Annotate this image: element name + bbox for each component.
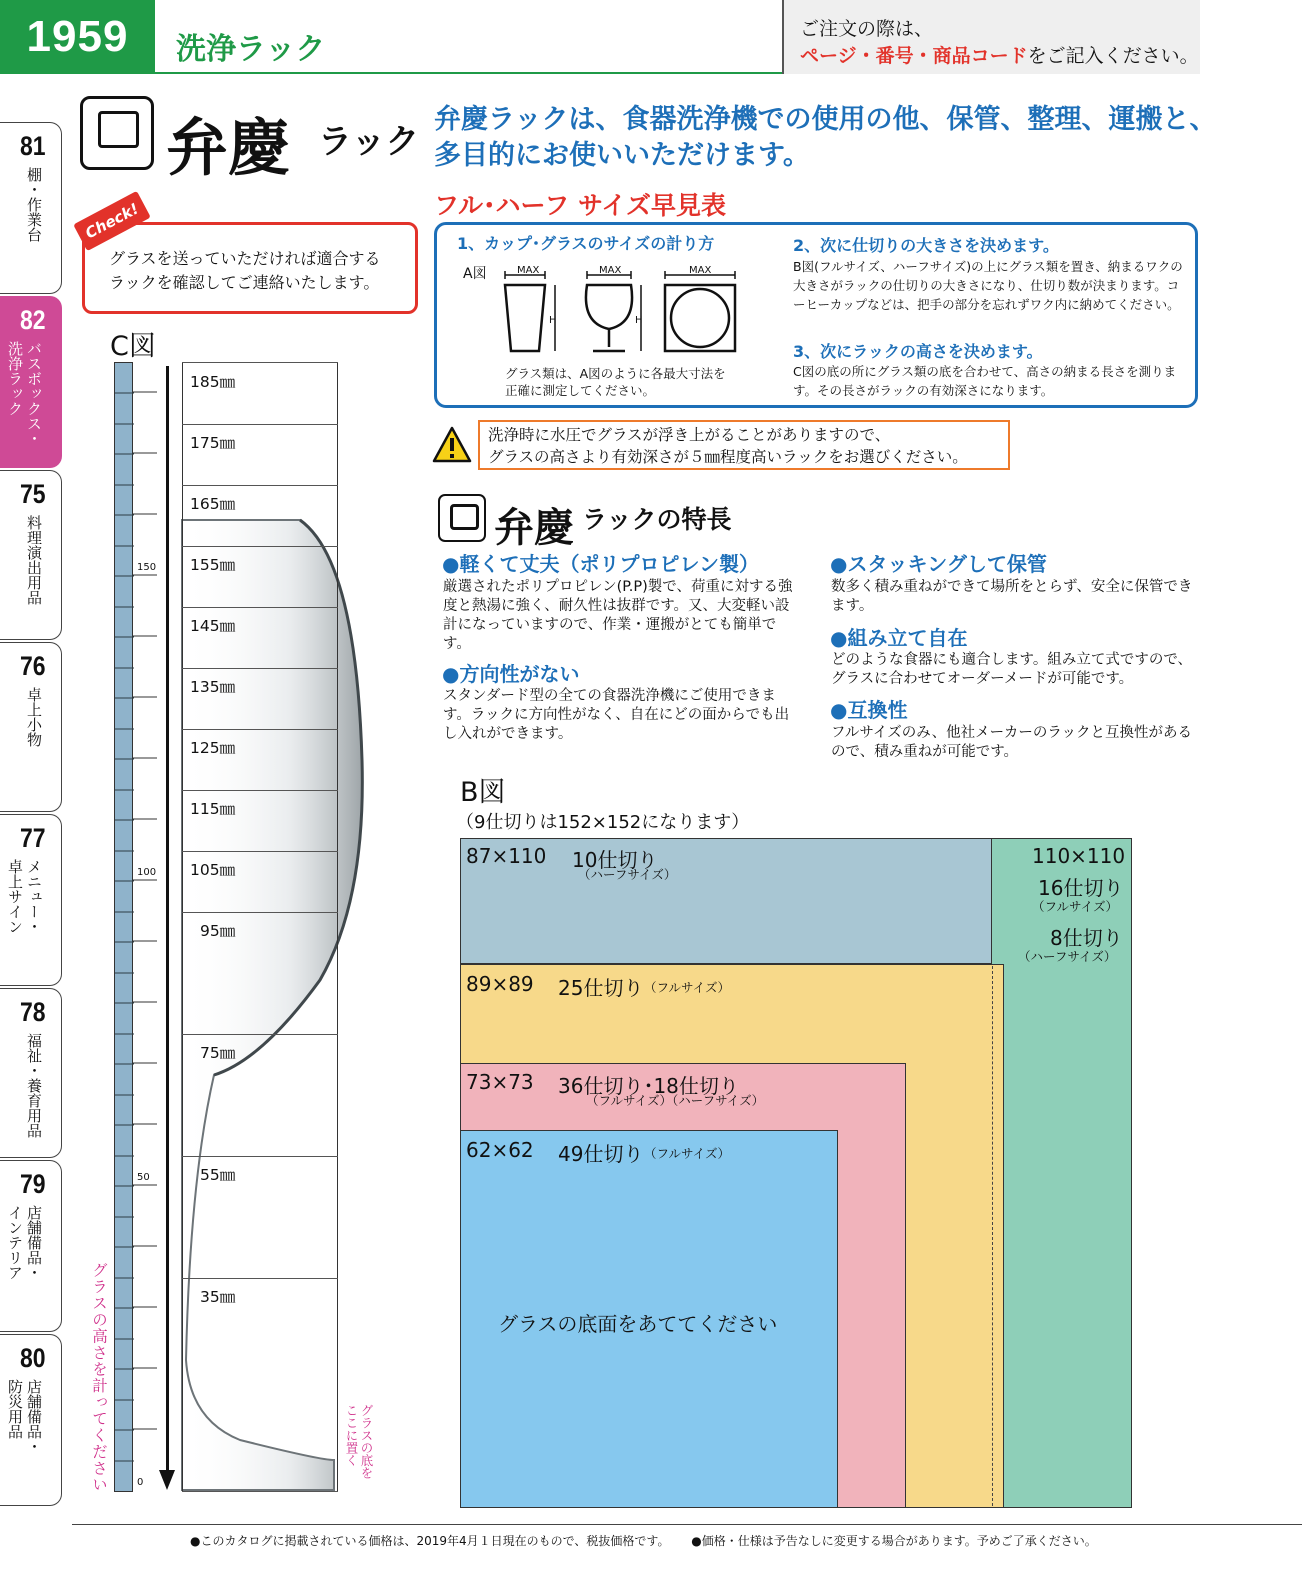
check-line1: グラスを送っていただければ適合する	[109, 249, 381, 268]
height-label: 105㎜	[190, 861, 236, 879]
height-label: 155㎜	[190, 556, 236, 574]
footer-divider	[72, 1524, 1302, 1525]
benkei-logo-small-icon	[438, 494, 486, 542]
zone-87-count: 10仕切り	[572, 848, 658, 872]
zone-87-size: 87×110	[466, 844, 547, 868]
step2-title: 2、次に仕切りの大きさを決めます。	[793, 236, 1059, 255]
zone-110-size: 110×110	[1032, 844, 1126, 868]
zone-89-type: （フルサイズ）	[644, 980, 731, 995]
ruler-mark-100: 100	[137, 867, 157, 878]
feature-heading-2: ●方向性がない	[442, 662, 580, 686]
max-label-2: MAX	[599, 265, 622, 276]
fig-c-vertical-note: グラスの高さを計ってください	[90, 1262, 108, 1493]
intro-text	[434, 102, 1216, 174]
order-note-line2	[800, 43, 1200, 70]
side-tab-number: 76	[20, 651, 46, 681]
max-label-1: MAX	[517, 265, 540, 276]
step3-title: 3、次にラックの高さを決めます。	[793, 342, 1043, 361]
height-label: 165㎜	[190, 495, 236, 513]
fig-c-ruler	[114, 362, 133, 1492]
fig-a-label: A図	[463, 266, 487, 282]
side-tab-number: 81	[20, 131, 46, 161]
feature-body-5: フルサイズのみ、他社メーカーのラックと互換性があるので、積み重ねが可能です。	[831, 725, 1193, 760]
height-row-line	[182, 1156, 338, 1157]
footer-notes	[190, 1532, 1097, 1549]
ruler-mark-150: 150	[137, 562, 157, 573]
height-row-line	[182, 1491, 338, 1492]
zone-dashed-divider	[992, 966, 993, 1506]
ruler-mark-0: 0	[137, 1477, 144, 1488]
height-row-line	[182, 485, 338, 486]
warning-line1: 洗浄時に水圧でグラスが浮き上がることがありますので、	[488, 426, 891, 444]
zone-110-count: 16仕切り	[1038, 876, 1124, 900]
zone-110-count2: 8仕切り	[1050, 926, 1123, 950]
h-label-1: H	[549, 315, 557, 326]
side-tab-number: 78	[20, 997, 46, 1027]
side-tab-number: 75	[20, 479, 46, 509]
feature-heading-4: ●組み立て自在	[830, 626, 968, 650]
zone-62-count: 49仕切り	[558, 1142, 644, 1166]
h-label-2: H	[635, 315, 643, 326]
order-note-line1: ご注文の際は、	[800, 18, 934, 40]
intro-line1: 弁慶ラックは、食器洗浄機での使用の他、保管、整理、運搬と、	[434, 104, 1217, 135]
height-row-line	[182, 851, 338, 852]
height-row-line	[182, 790, 338, 791]
order-note	[782, 0, 1200, 74]
side-tab-label: 料理演出用品	[25, 515, 43, 605]
fig-c-place-note	[344, 1404, 374, 1479]
check-line2: ラックを確認してご連絡いたします。	[109, 273, 380, 292]
height-row-line	[182, 729, 338, 730]
features-title: ラックの特長	[582, 505, 732, 534]
zone-89-count: 25仕切り	[558, 976, 644, 1000]
logo-rack: ラック	[318, 122, 420, 162]
step2-body: B図(フルサイズ、ハーフサイズ)の上にグラス類を置き、納まるワクの大きさがラックの仕切りの大きさになり、仕切り数が決まります。コーヒーカップなどは、把手の部分を忘れずワク内に納めてください。	[793, 259, 1183, 312]
height-row-line	[182, 912, 338, 913]
page-number: 1959	[0, 0, 155, 74]
size-table-title: フル･ハーフ サイズ早見表	[434, 191, 726, 220]
height-row-line	[182, 1278, 338, 1279]
height-row-line	[182, 1034, 338, 1035]
order-note-tail: をご記入ください。	[1027, 45, 1199, 67]
side-tab-label-2: 卓上サイン	[6, 859, 24, 934]
ruler-ticks	[115, 363, 134, 1493]
height-label: 145㎜	[190, 617, 236, 635]
height-label: 185㎜	[190, 373, 236, 391]
height-label: 175㎜	[190, 434, 236, 452]
warning-line2: グラスの高さより有効深さが５㎜程度高いラックをお選びください。	[488, 448, 968, 466]
fig-b-label: B図	[460, 777, 506, 808]
side-tab-label: 店舗備品・	[25, 1379, 43, 1454]
zone-73-type: （フルサイズ）（ハーフサイズ）	[586, 1093, 765, 1108]
logo-kanji-small: 弁慶	[494, 504, 574, 551]
height-label: 115㎜	[190, 800, 236, 818]
fig-c-label: C図	[110, 331, 156, 362]
zone-62-size: 62×62	[466, 1138, 534, 1162]
fig-a-note	[505, 365, 726, 399]
fig-b-subtitle: （9仕切りは152×152になります）	[456, 812, 750, 833]
side-tab-label-2: 洗浄ラック	[6, 341, 24, 416]
footer-note-1: ●このカタログに掲載されている価格は、2019年4月１日現在のもので、税抜価格です。	[190, 1534, 670, 1548]
footer-note-2: ●価格・仕様は予告なしに変更する場合があります。予めご了承ください。	[691, 1534, 1097, 1548]
side-tab-label-2: 防災用品	[6, 1379, 24, 1439]
feature-body-1: 厳選されたポリプロピレン(P.P)製で、荷重に対する強度と熱湯に強く、耐久性は抜群です。又、大変軽い設計になっていますので、作業・運搬がとても簡単です。	[443, 579, 793, 652]
side-tab-number: 80	[20, 1343, 46, 1373]
height-label: 135㎜	[190, 678, 236, 696]
height-label: 55㎜	[200, 1166, 236, 1184]
feature-body-4: どのような食器にも適合します。組み立て式ですので、グラスに合わせてオーダーメードが可能です。	[831, 652, 1193, 687]
height-row-line	[182, 546, 338, 547]
zone-73-count: 36仕切り･18仕切り	[558, 1074, 739, 1098]
warning-icon	[432, 426, 472, 464]
side-tab-label: 棚・作業台	[25, 167, 43, 242]
page-title: 洗浄ラック	[176, 32, 326, 67]
feature-body-2: スタンダード型の全ての食器洗浄機にご使用できます。ラックに方向性がなく、自在にどの面からでも出し入れができます。	[443, 688, 790, 742]
ruler-mark-50: 50	[137, 1172, 150, 1183]
side-tab-label: バスボックス・	[25, 341, 43, 446]
height-label: 35㎜	[200, 1288, 236, 1306]
zone-87-type: （ハーフサイズ）	[578, 867, 677, 882]
height-row-line	[182, 607, 338, 608]
feature-heading-5: ●互換性	[830, 698, 908, 722]
check-tag: Check!	[73, 191, 151, 251]
fig-a-diagram	[493, 261, 749, 359]
max-label-3: MAX	[689, 265, 712, 276]
height-label: 95㎜	[200, 922, 236, 940]
fig-a-note-line2: 正確に測定してください。	[505, 383, 656, 398]
height-label: 125㎜	[190, 739, 236, 757]
arrow-down-icon	[159, 1470, 175, 1490]
zone-110-type2: （ハーフサイズ）	[1018, 949, 1117, 964]
place-note-line2: ここに置く	[344, 1404, 359, 1467]
intro-line2: 多目的にお使いいただけます。	[434, 140, 810, 171]
warning-box	[478, 420, 1010, 470]
height-row-line	[182, 668, 338, 669]
side-tab-label: 店舗備品・	[25, 1205, 43, 1280]
side-tab-label: メニュー・	[25, 859, 43, 934]
size-info-box	[434, 222, 1198, 408]
side-tab-number: 82	[20, 305, 46, 335]
fig-a-note-line1: グラス類は、A図のように各最大寸法を	[505, 366, 726, 381]
zone-62-type: （フルサイズ）	[644, 1146, 731, 1161]
zone-110-type: （フルサイズ）	[1032, 899, 1119, 914]
side-tab-label: 福祉・養育用品	[25, 1033, 43, 1138]
step3-body: C図の底の所にグラス類の底を合わせて、高さの納まる長さを測ります。その長さがラックの有効深さになります。	[793, 364, 1177, 398]
feature-heading-1: ●軽くて丈夫（ポリプロピレン製）	[442, 552, 759, 576]
order-note-red: ページ・番号・商品コード	[800, 45, 1028, 67]
feature-heading-3: ●スタッキングして保管	[830, 552, 1047, 576]
height-row-line	[182, 362, 338, 363]
side-tab-label: 卓上小物	[25, 687, 43, 747]
feature-body-3: 数多く積み重ねができて場所をとらず、安全に保管できます。	[831, 579, 1193, 614]
step1-title: 1、カップ･グラスのサイズの計り方	[457, 234, 715, 253]
height-arrow-line	[166, 366, 169, 1478]
height-row-line	[182, 424, 338, 425]
fig-b-center-text: グラスの底面をあててください	[498, 1312, 778, 1336]
zone-89-size: 89×89	[466, 972, 534, 996]
zone-73-size: 73×73	[466, 1070, 534, 1094]
logo-kanji: 弁慶	[166, 111, 291, 184]
place-note-line1: グラスの底を	[359, 1404, 374, 1479]
ruler-minor-ticks	[133, 362, 163, 1492]
height-label: 75㎜	[200, 1044, 236, 1062]
side-tab-number: 77	[20, 823, 46, 853]
side-tab-number: 79	[20, 1169, 46, 1199]
side-tab-label-2: インテリア	[6, 1205, 24, 1280]
